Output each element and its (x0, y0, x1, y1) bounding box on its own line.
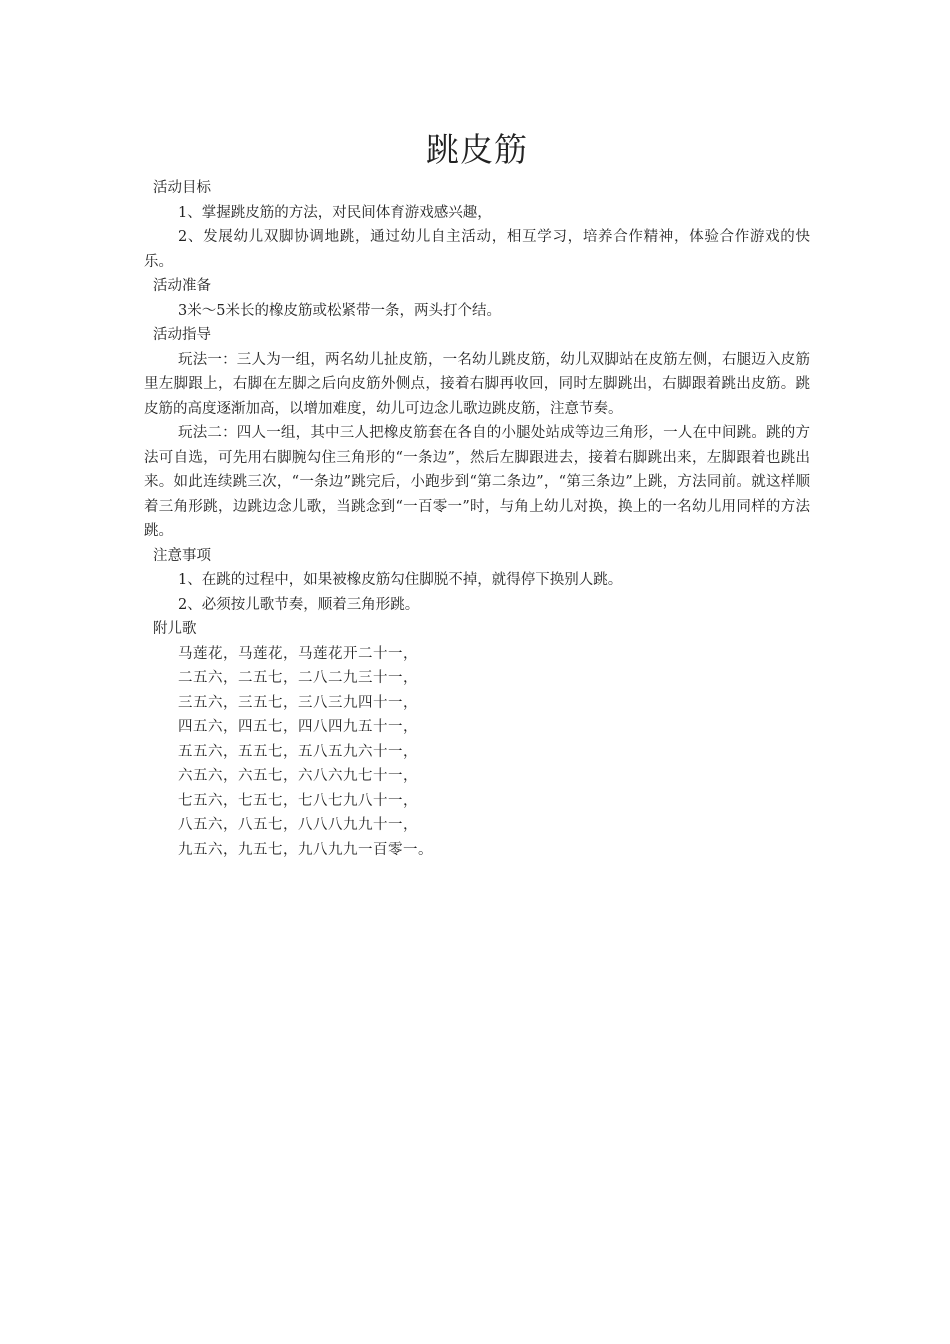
rhyme-line: 二五六，二五七，二八二九三十一， (178, 670, 418, 686)
goal-item: 2、发展幼儿双脚协调地跳，通过幼儿自主活动，相互学习，培养合作精神，体验合作游戏的快乐。 (144, 229, 810, 270)
section-heading-goals: 活动目标 (153, 180, 211, 196)
note-item: 1、在跳的过程中，如果被橡皮筋勾住脚脱不掉，就得停下换别人跳。 (178, 572, 623, 588)
section-preparation (144, 274, 810, 323)
rhyme-line: 马莲花，马莲花，马莲花开二十一， (178, 645, 418, 662)
rhyme-line: 四五六，四五七，四八四九五十一， (178, 719, 418, 735)
rhyme-line: 三五六，三五七，三八三九四十一， (178, 694, 418, 711)
section-notes (144, 544, 810, 618)
guidance-paragraph: 玩法二：四人一组，其中三人把橡皮筋套在各自的小腿处站成等边三角形，一人在中间跳。跳的方法可自选，可先用右脚腕勾住三角形的“一条边”，然后左脚跟进去，接着右脚跳出来，左脚跟着也跳出来。如此连续跳三次，“一条边”跳完后，小跑步到“第二条边”，“第三条边”上跳，方法同前。就这样顺着三角形跳，边跳边念儿歌，当跳念到“一百零一”时，与角上幼儿对换，换上的一名幼儿用同样的方法跳。 (144, 425, 810, 539)
section-heading-preparation: 活动准备 (153, 278, 211, 294)
note-item: 2、必须按儿歌节奏，顺着三角形跳。 (178, 596, 420, 613)
section-heading-guidance: 活动指导 (153, 327, 211, 343)
goal-item: 1、掌握跳皮筋的方法，对民间体育游戏感兴趣， (178, 204, 492, 221)
rhyme-line: 七五六，七五七，七八七九八十一， (178, 792, 418, 809)
preparation-item: 3米～5米长的橡皮筋或松紧带一条，两头打个结。 (178, 302, 501, 319)
rhyme-line: 六五六，六五七，六八六九七十一， (178, 768, 418, 784)
section-goals (144, 176, 810, 274)
section-guidance (144, 323, 810, 544)
rhyme-line: 九五六，九五七，九八九九一百零一。 (178, 841, 433, 858)
section-heading-notes: 注意事项 (153, 547, 211, 564)
section-rhyme (144, 617, 810, 862)
section-heading-rhyme: 附儿歌 (153, 621, 197, 637)
page-title: 跳皮筋 (426, 130, 528, 169)
rhyme-line: 五五六，五五七，五八五九六十一， (178, 743, 418, 760)
document-page (144, 128, 810, 862)
rhyme-line: 八五六，八五七，八八八九九十一， (178, 817, 418, 833)
guidance-paragraph: 玩法一：三人为一组，两名幼儿扯皮筋，一名幼儿跳皮筋，幼儿双脚站在皮筋左侧，右腿迈入皮筋里左脚跟上，右脚在左脚之后向皮筋外侧点，接着右脚再收回，同时左脚跳出，右脚跟着跳出皮筋。跳皮筋的高度逐渐加高，以增加难度，幼儿可边念儿歌边跳皮筋，注意节奏。 (144, 351, 810, 417)
